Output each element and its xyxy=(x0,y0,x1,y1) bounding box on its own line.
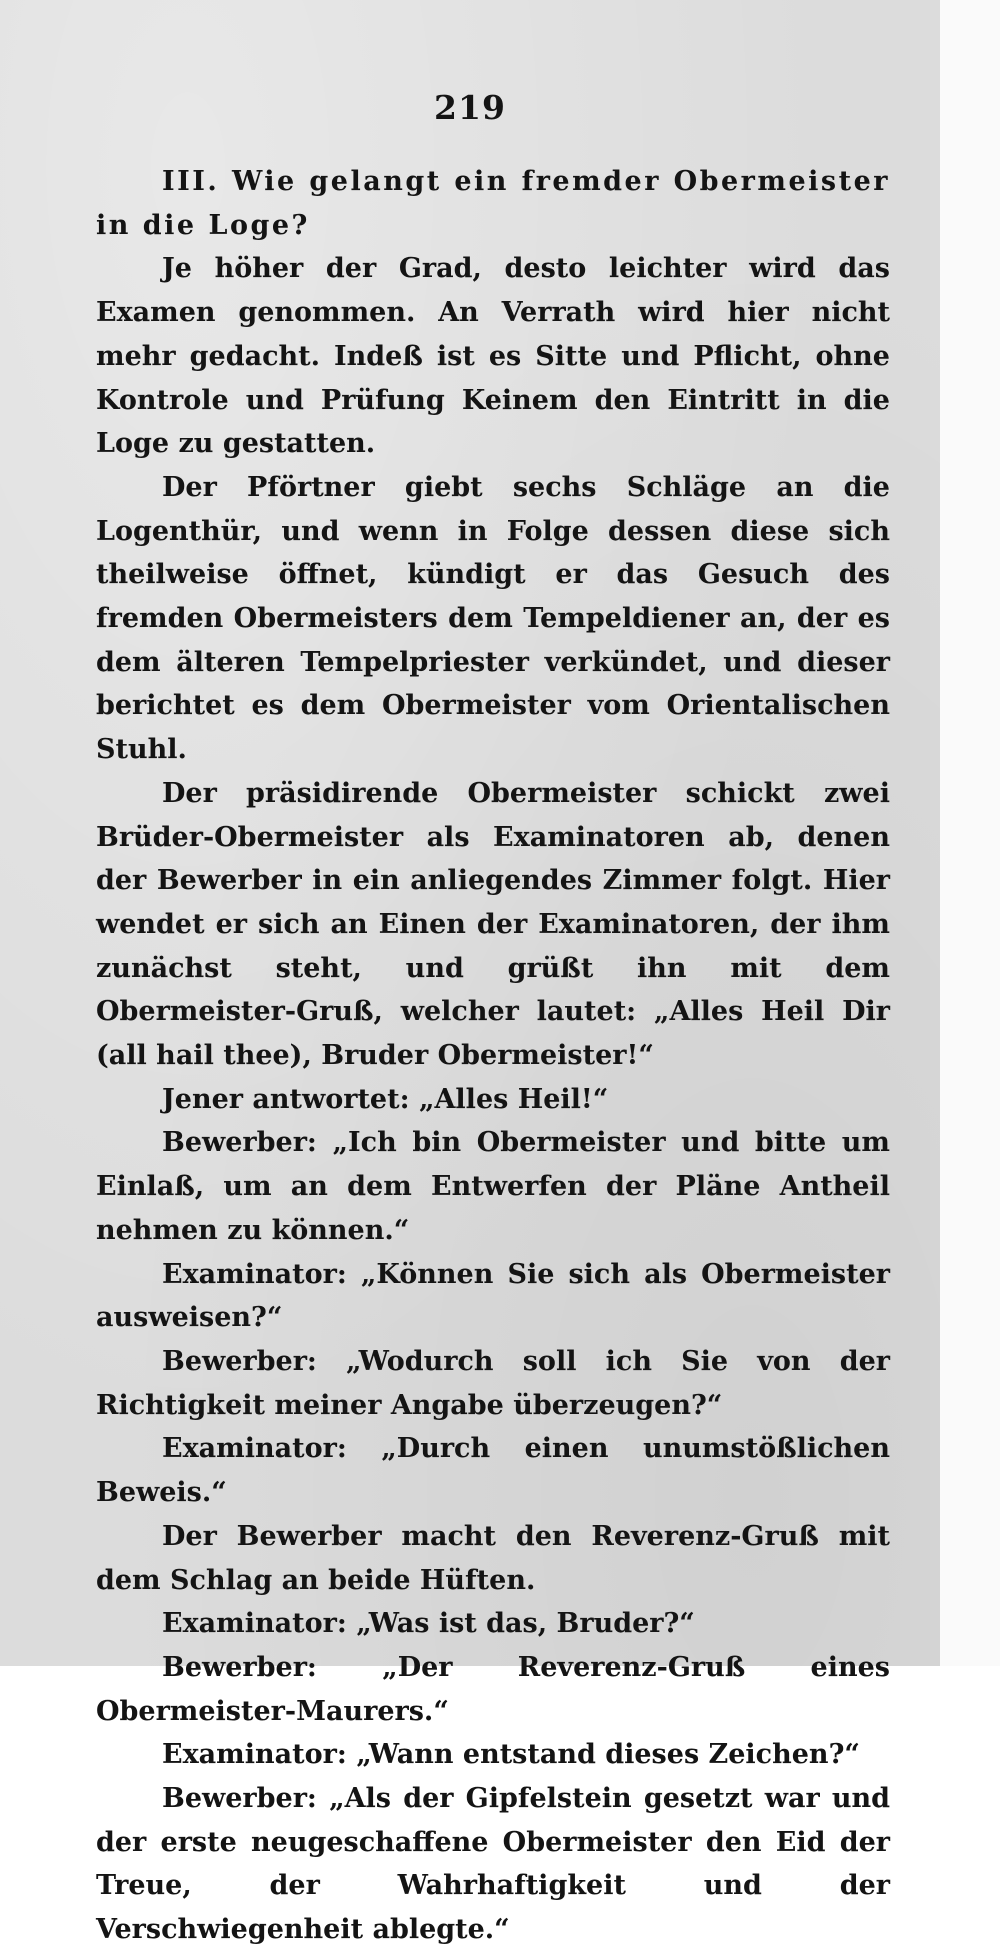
page-number: 219 xyxy=(434,88,506,127)
dialogue-line: Examinator: „Können Sie sich als Obermeister ausweisen?“ xyxy=(96,1258,890,1334)
dialogue-line: Bewerber: „Der Reverenz-Gruß eines Obermeister-Maurers.“ xyxy=(96,1651,890,1727)
dialogue-line: Examinator: „Durch einen unumstößlichen Beweis.“ xyxy=(96,1433,890,1509)
dialogue-line: Bewerber: „Wodurch soll ich Sie von der Richtigkeit meiner Angabe überzeugen?“ xyxy=(96,1345,890,1421)
dialogue-line: Bewerber: „Ich bin Obermeister und bitte um Einlaß, um an dem Entwerfen der Pläne Antheil nehmen zu können.“ xyxy=(96,1127,890,1246)
body-text xyxy=(96,160,890,1952)
paragraph: Der Bewerber macht den Reverenz-Gruß mit dem Schlag an beide Hüften. xyxy=(96,1520,890,1596)
paragraph: Je höher der Grad, desto leichter wird das Examen genommen. An Verrath wird hier nicht mehr gedacht. Indeß ist es Sitte und Pflicht, ohne Kontrole und Prüfung Keinem den Eintritt in die Loge zu gestatten. xyxy=(96,253,890,460)
dialogue-line: Bewerber: „Als der Gipfelstein gesetzt war und der erste neugeschaffene Obermeister den Eid der Treue, der Wahrhaftigkeit und der Verschwiegenheit ablegte.“ xyxy=(96,1783,890,1946)
paragraph: Der präsidirende Obermeister schickt zwei Brüder-Obermeister als Examinatoren ab, denen der Bewerber in ein anliegendes Zimmer folgt. Hier wendet er sich an Einen der Examinatoren, der ihm zunächst steht, und grüßt ihn mit dem Obermeister-Gruß, welcher lautet: „Alles Heil Dir (all hail thee), Bruder Obermeister!“ xyxy=(96,777,890,1072)
paragraph: Der Pförtner giebt sechs Schläge an die Logenthür, und wenn in Folge dessen diese sich theilweise öffnet, kündigt er das Gesuch des fremden Obermeisters dem Tempeldiener an, der es dem älteren Tempelpriester verkündet, und dieser berichtet es dem Obermeister vom Orientalischen Stuhl. xyxy=(96,471,890,766)
dialogue-line: Examinator: „Was ist das, Bruder?“ xyxy=(162,1608,695,1640)
section-heading: III. Wie gelangt ein fremder Obermeister in die Loge? xyxy=(96,166,890,241)
dialogue-line: Examinator: „Wann entstand dieses Zeichen?“ xyxy=(162,1739,860,1771)
dialogue-line: Jener antwortet: „Alles Heil!“ xyxy=(162,1083,609,1115)
